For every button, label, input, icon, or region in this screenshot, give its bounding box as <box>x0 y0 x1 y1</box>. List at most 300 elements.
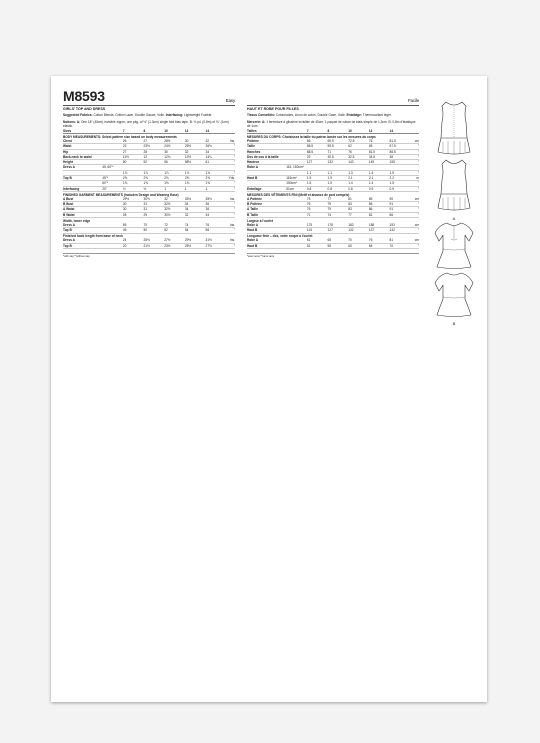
row-value: 1⅞ <box>123 170 144 175</box>
row-value: 1 <box>185 186 206 191</box>
table-row <box>63 243 235 248</box>
row-value: 2.1 <box>348 176 369 181</box>
row-value: 32 <box>185 149 206 154</box>
row-value: 1.1 <box>328 170 349 175</box>
size-header: 10 <box>348 129 369 134</box>
fabrics-paragraph <box>63 113 235 118</box>
row-value: 86 <box>369 207 390 212</box>
row-label: Robe A <box>247 223 307 228</box>
row-value: 0.8 <box>348 186 369 191</box>
row-value: 59.5 <box>328 144 349 149</box>
row-value: 28½ <box>164 139 185 144</box>
row-value: 1⅝ <box>144 181 165 186</box>
row-value: 61 <box>307 238 328 243</box>
row-value: 91 <box>390 202 411 207</box>
row-value: 2.2 <box>390 176 411 181</box>
row-value: 124 <box>307 228 328 233</box>
row-unit: cm <box>410 223 419 228</box>
row-value: 1⅝ <box>206 181 227 186</box>
row-value: 1.1 <box>307 170 328 175</box>
row-value: 81.5 <box>390 139 411 144</box>
row-unit: " <box>226 144 235 149</box>
row-unit: " <box>410 243 419 248</box>
french-size-table <box>247 129 419 249</box>
row-value: 32 <box>185 212 206 217</box>
row-value: 2.1 <box>369 176 390 181</box>
row-value: 86 <box>369 202 390 207</box>
row-unit: " <box>410 170 419 175</box>
row-value: 1.5 <box>307 181 328 186</box>
row-value: 34 <box>185 202 206 207</box>
row-value: 1.4 <box>348 181 369 186</box>
body-measurements-title: BODY MEASUREMENTS: Select pattern size based on body measurements <box>63 134 177 139</box>
row-value: 2⅝ <box>164 176 185 181</box>
row-unit: Ins. <box>226 238 235 243</box>
row-label: A Taille <box>247 207 307 212</box>
row-value: 30½ <box>144 197 165 202</box>
row-value: 23½ <box>164 243 185 248</box>
row-value: 0.9 <box>369 186 390 191</box>
row-unit: " <box>226 228 235 233</box>
row-value: 1.3 <box>348 170 369 175</box>
sizes-label: Sizes <box>63 129 123 134</box>
garment-sketches <box>429 100 479 326</box>
row-value: 0.8 <box>307 186 328 191</box>
row-unit: Ins. <box>226 223 235 228</box>
row-value: 1⅝ <box>164 181 185 186</box>
row-sublabel: 45, 60"* <box>102 165 123 170</box>
row-value: 27½ <box>206 243 227 248</box>
sizes-label: Tailles <box>247 129 307 134</box>
row-value: 2⅝ <box>144 176 165 181</box>
row-label: B Poitrine <box>247 202 307 207</box>
row-value: 27½ <box>164 238 185 243</box>
row-value: 65 <box>369 144 390 149</box>
row-value: 91 <box>390 207 411 212</box>
row-label: Hanches <box>247 149 307 154</box>
row-value: 36 <box>206 202 227 207</box>
row-value: 25½ <box>185 144 206 149</box>
notions-label: Notions: A: <box>63 119 81 124</box>
row-value: 25½ <box>185 243 206 248</box>
row-value: 127 <box>328 228 349 233</box>
row-value: 0.9 <box>390 186 411 191</box>
row-value: 2⅝ <box>206 176 227 181</box>
row-value: 56 <box>164 160 185 165</box>
row-value: 70 <box>348 238 369 243</box>
top-b-back-icon <box>429 271 479 321</box>
fabrics-label-fr: Tissus Conseillés: <box>247 113 275 117</box>
row-value: 137 <box>369 228 390 233</box>
row-label: Hauteur <box>247 160 307 165</box>
width-lower-edge-title: Width, lower edge <box>63 218 91 223</box>
interfacing-text-fr: Thermocollant léger. <box>361 113 392 117</box>
row-label: B Waist <box>63 212 123 217</box>
width-lower-edge-title: Largeur à l'ourlet <box>247 218 273 223</box>
row-value: 86 <box>390 212 411 217</box>
figure-label-a: A <box>452 216 456 221</box>
row-unit: " <box>410 154 419 159</box>
row-value: 0.8 <box>328 186 349 191</box>
row-value: ⅛ <box>123 186 144 191</box>
row-label: Poitrine <box>247 139 307 144</box>
difficulty-level: Easy <box>225 98 235 103</box>
row-value: 1 <box>206 186 227 191</box>
row-value: 34 <box>206 212 227 217</box>
size-header: 7 <box>123 129 144 134</box>
row-value: 83 <box>348 202 369 207</box>
row-value: 29 <box>144 212 165 217</box>
row-label: Taille <box>247 144 307 149</box>
finished-measurements-title: MESURES DES VÊTEMENTS FINI (Mettf et aisance de port compris) <box>247 192 350 197</box>
row-value: 74 <box>185 223 206 228</box>
row-value: 56 <box>206 228 227 233</box>
row-unit: " <box>410 207 419 212</box>
top-b-back-sketch <box>429 271 479 326</box>
row-value: 32 <box>206 139 227 144</box>
row-value: 58.5 <box>307 144 328 149</box>
row-value: 81.5 <box>369 149 390 154</box>
row-value: 1.5 <box>390 181 411 186</box>
size-header: 10 <box>164 129 185 134</box>
row-label: Haut B <box>247 176 286 181</box>
row-value: 1.4 <box>369 170 390 175</box>
row-value: 193 <box>390 223 411 228</box>
row-value: 32½ <box>164 207 185 212</box>
row-value: 1.9 <box>328 176 349 181</box>
row-sublabel: 115, 150cm* <box>286 165 307 170</box>
row-label: B Bust <box>63 202 123 207</box>
row-unit: " <box>226 149 235 154</box>
row-value: 81 <box>369 212 390 217</box>
row-value: 1⅝ <box>123 181 144 186</box>
row-value: 71 <box>307 212 328 217</box>
row-label: Waist <box>63 144 123 149</box>
row-value: 29½ <box>123 197 144 202</box>
fabrics-text: Cotton Blends, Cotton Lawn, Double Gauze, Voile. <box>92 113 166 117</box>
french-column <box>247 88 419 258</box>
row-value: 12¾ <box>164 154 185 159</box>
row-value: 1⅞ <box>144 170 165 175</box>
dress-a-back-sketch <box>429 100 479 158</box>
row-unit: " <box>226 202 235 207</box>
row-value: ⅛ <box>144 186 165 191</box>
row-value: 1.5 <box>390 170 411 175</box>
row-value: 12 <box>144 154 165 159</box>
body-measurements-title: MESURES DU CORPS: Choisissez la taille du patron basée sur les mesures du corps <box>247 134 376 139</box>
row-value: 77 <box>328 197 349 202</box>
row-value: 142 <box>390 228 411 233</box>
row-label: Dress A <box>63 223 123 228</box>
row-value: 66 <box>307 139 328 144</box>
row-label: Robe A <box>247 165 286 170</box>
row-value: 155 <box>390 160 411 165</box>
row-sublabel: 60"* <box>102 181 123 186</box>
dress-a-front-icon <box>429 158 479 216</box>
row-unit: Ins. <box>226 197 235 202</box>
row-value: 30 <box>123 207 144 212</box>
notions-text: One 18" (45cm) invisible zipper, one pkg. of ½" (1.3cm) single fold bias tape. B: ⅛ yd. (0.8m) of ⅛" (1cm) elastic. <box>63 119 229 129</box>
interfacing-label-fr: Entoilage: <box>346 113 362 117</box>
row-sublabel: 115cm* <box>286 176 307 181</box>
row-value: 1⅞ <box>164 170 185 175</box>
row-value: 36 <box>206 207 227 212</box>
row-value: 1⅞ <box>185 170 206 175</box>
row-unit: m <box>410 176 419 181</box>
row-value: 55 <box>328 243 349 248</box>
row-value: 27 <box>144 139 165 144</box>
row-value: 60 <box>348 243 369 248</box>
row-unit: " <box>226 243 235 248</box>
notions-text-fr: 1 fermeture à glissière invisible de 45cm, 1 paquet de ruban de biais simple de 1,3cm. B: 0,8m d'élastique de 1cm. <box>247 119 416 129</box>
pattern-subtitle-fr: HAUT ET ROBE POUR FILLES <box>247 107 299 111</box>
row-label: Chest <box>63 139 123 144</box>
row-value: 90 <box>390 197 411 202</box>
row-sublabel: 45"* <box>102 176 123 181</box>
row-unit: cm <box>410 139 419 144</box>
pattern-subtitle: GIRLS' TOP AND DRESS <box>63 107 106 111</box>
row-sublabel: 51cm <box>286 186 307 191</box>
row-value: 30 <box>164 149 185 154</box>
row-value: 2⅝ <box>123 176 144 181</box>
row-value: 1 <box>164 186 185 191</box>
row-unit: " <box>226 212 235 217</box>
row-value: 69.5 <box>328 139 349 144</box>
row-value: 1.9 <box>307 176 328 181</box>
row-value: 14¼ <box>206 154 227 159</box>
row-unit: " <box>226 160 235 165</box>
row-value: 2⅝ <box>185 176 206 181</box>
row-value: 25½ <box>144 238 165 243</box>
finished-measurements-title: FINISHED GARMENT MEASUREMENTS (Includes Design and Wearing Ease) <box>63 192 179 197</box>
row-value: 13½ <box>185 154 206 159</box>
row-sublabel: 20" <box>102 186 123 191</box>
row-unit: " <box>410 212 419 217</box>
row-label: Robe A <box>247 238 307 243</box>
figure-label-b: B <box>452 321 456 326</box>
row-unit: " <box>410 228 419 233</box>
row-label: Dos de cou à la taille <box>247 154 307 159</box>
row-value: 62 <box>348 144 369 149</box>
row-value: 61 <box>206 160 227 165</box>
row-unit: Ins. <box>226 139 235 144</box>
row-label: Top B <box>63 228 123 233</box>
notions-label-fr: Mercerie: A: <box>247 119 266 124</box>
size-header: 14 <box>390 129 411 134</box>
row-unit: " <box>226 207 235 212</box>
row-value: 86.5 <box>390 149 411 154</box>
row-value: 34 <box>185 207 206 212</box>
row-value: 67.5 <box>390 144 411 149</box>
pattern-number-text: M8593 <box>63 88 105 104</box>
pattern-number <box>63 88 235 104</box>
dress-a-back-icon <box>429 100 479 158</box>
notions-paragraph-fr <box>247 120 419 129</box>
row-value: 77 <box>348 212 369 217</box>
row-value: 26½ <box>206 144 227 149</box>
top-b-front-sketch <box>429 221 479 271</box>
pattern-envelope-sheet <box>51 76 487 702</box>
row-label: Entoilage <box>247 186 286 191</box>
row-value: 71 <box>328 149 349 154</box>
row-unit: " <box>410 149 419 154</box>
row-unit: " <box>226 170 235 175</box>
row-value: 76 <box>307 207 328 212</box>
interfacing-label: Interfacing: <box>165 113 184 117</box>
english-column <box>63 88 235 258</box>
row-unit: " <box>410 160 419 165</box>
size-header: 12 <box>185 129 206 134</box>
row-value: 49 <box>123 228 144 233</box>
row-label: A Poitrine <box>247 197 307 202</box>
english-size-table <box>63 129 235 249</box>
row-value: 30 <box>185 139 206 144</box>
row-unit: " <box>410 144 419 149</box>
row-value: 23½ <box>144 144 165 149</box>
row-sublabel: 150cm* <box>286 181 307 186</box>
row-value: 36 <box>390 154 411 159</box>
row-label: A Waist <box>63 207 123 212</box>
pattern-header-fr <box>247 88 419 104</box>
row-unit: " <box>226 154 235 159</box>
row-label: Interfacing <box>63 186 102 191</box>
row-value: 83 <box>348 207 369 212</box>
size-header: 8 <box>144 129 165 134</box>
interfacing-text: Lightweight Fusible. <box>183 113 213 117</box>
row-value: 58½ <box>185 160 206 165</box>
row-value: 32 <box>164 197 185 202</box>
fabrics-label: Suggested Fabrics: <box>63 113 93 117</box>
row-value: 32½ <box>164 202 185 207</box>
row-unit: cm <box>410 238 419 243</box>
row-value: 21½ <box>144 243 165 248</box>
row-unit: " <box>226 181 235 186</box>
row-unit: " <box>226 186 235 191</box>
row-value: 29½ <box>185 238 206 243</box>
row-value: 31½ <box>206 238 227 243</box>
row-value: 32.5 <box>348 154 369 159</box>
row-value: 24½ <box>164 144 185 149</box>
row-value: 29 <box>307 154 328 159</box>
difficulty-level-fr: Facile <box>407 98 419 103</box>
row-value: 75 <box>307 197 328 202</box>
row-value: 24 <box>123 238 144 243</box>
dress-a-front-sketch <box>429 158 479 221</box>
finished-length-title: Finished back length from base of neck <box>63 234 123 239</box>
row-value: 68.5 <box>307 149 328 154</box>
finished-length-title: Longueur finie – dos, votre noque à l'ourlet <box>247 234 313 239</box>
row-value: 65 <box>369 243 390 248</box>
row-value: 132 <box>348 228 369 233</box>
row-label: Hip <box>63 149 123 154</box>
row-value: 27 <box>123 149 144 154</box>
row-value: 28 <box>123 212 144 217</box>
footnote-fr: *avec sens **sans sens <box>247 253 419 258</box>
row-value: 20 <box>123 243 144 248</box>
row-value: 31 <box>144 207 165 212</box>
row-value: 30½ <box>164 212 185 217</box>
row-label: Haut B <box>247 228 307 233</box>
row-value: 26 <box>123 139 144 144</box>
row-value: 79 <box>328 207 349 212</box>
row-value: 69 <box>123 223 144 228</box>
row-value: 149 <box>369 160 390 165</box>
row-value: 52 <box>164 228 185 233</box>
row-value: 81 <box>348 197 369 202</box>
row-unit: cm <box>410 197 419 202</box>
size-header: 12 <box>369 129 390 134</box>
row-value: 54 <box>185 228 206 233</box>
row-value: 76 <box>206 223 227 228</box>
row-value: 1.5 <box>328 181 349 186</box>
row-label: Back-neck to waist <box>63 154 123 159</box>
row-value: 70 <box>144 223 165 228</box>
row-value: 188 <box>369 223 390 228</box>
title-rule <box>63 105 235 106</box>
row-value: 51 <box>307 243 328 248</box>
row-value: 11½ <box>123 154 144 159</box>
fabrics-text-fr: Cotonnades, Linon de coton, Double Gaze, Voile. <box>274 113 347 117</box>
row-value: 85 <box>369 197 390 202</box>
row-value: 50 <box>123 160 144 165</box>
row-value: 34.5 <box>369 154 390 159</box>
row-value: 178 <box>328 223 349 228</box>
row-value: 70 <box>390 243 411 248</box>
row-value: 183 <box>348 223 369 228</box>
row-label: Haut B <box>247 243 307 248</box>
row-value: 1⅝ <box>185 181 206 186</box>
row-value: 1.4 <box>369 181 390 186</box>
row-label: Dress A <box>63 238 123 243</box>
row-label: A Bust <box>63 197 123 202</box>
row-value: 127 <box>307 160 328 165</box>
row-label: Height <box>63 160 123 165</box>
row-value: 79 <box>328 202 349 207</box>
row-value: 72.5 <box>348 139 369 144</box>
row-value: 35½ <box>206 197 227 202</box>
notions-paragraph <box>63 120 235 129</box>
row-unit: " <box>410 181 419 186</box>
row-value: 65 <box>328 238 349 243</box>
row-value: 50 <box>144 228 165 233</box>
row-value: 76 <box>369 139 390 144</box>
row-label: Dress A <box>63 165 102 170</box>
row-value: 52 <box>144 160 165 165</box>
row-value: 76 <box>369 238 390 243</box>
table-row <box>247 243 419 248</box>
row-value: 1⅞ <box>206 170 227 175</box>
size-header: 7 <box>307 129 328 134</box>
row-value: 72 <box>164 223 185 228</box>
row-value: 143 <box>348 160 369 165</box>
size-header: 14 <box>206 129 227 134</box>
row-unit: Yds. <box>226 176 235 181</box>
footnote: *with nap **without nap <box>63 253 235 258</box>
fabrics-paragraph-fr <box>247 113 419 118</box>
size-header: 8 <box>328 129 349 134</box>
row-label: Top B <box>63 176 102 181</box>
row-unit: " <box>410 202 419 207</box>
row-value: 81 <box>390 238 411 243</box>
row-label: Top B <box>63 243 123 248</box>
row-value: 28 <box>144 149 165 154</box>
row-value: 23 <box>123 144 144 149</box>
row-value: 30.5 <box>328 154 349 159</box>
row-value: 74 <box>328 212 349 217</box>
row-value: 34 <box>206 149 227 154</box>
row-value: 132 <box>328 160 349 165</box>
row-value: 175 <box>307 223 328 228</box>
